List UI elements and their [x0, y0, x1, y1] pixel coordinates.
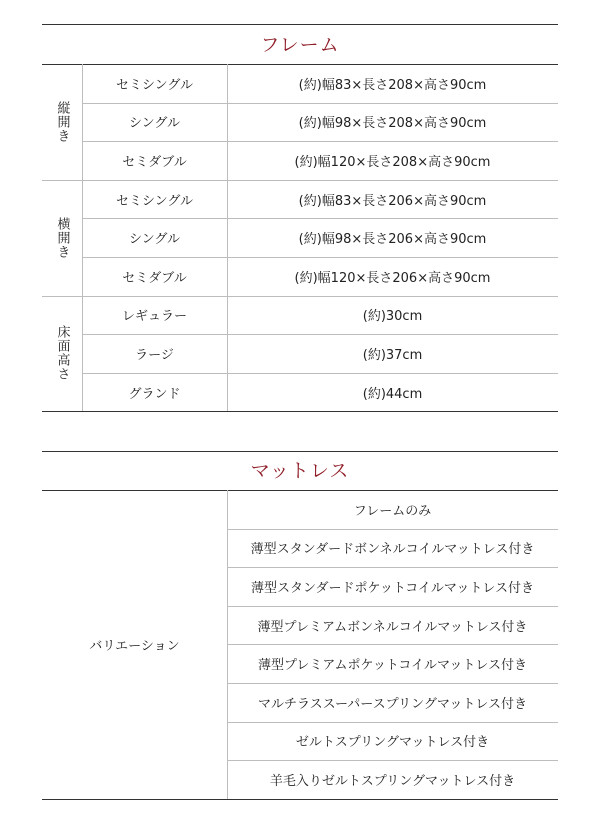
frame-group-label: [42, 296, 82, 412]
frame-size-name: シングル: [128, 116, 181, 132]
frame-size-name: セミシングル: [115, 77, 194, 93]
mattress-option: フレームのみ: [353, 503, 432, 519]
frame-group-label-text: 床面高さ: [54, 325, 70, 382]
mattress-option: 羊毛入りゼルトスプリングマットレス付き: [269, 773, 516, 789]
frame-group-label-text: 縦開き: [54, 100, 70, 143]
frame-size-value: (約)幅83×長さ206×高さ90cm: [298, 193, 487, 209]
mattress-top-rule: [42, 451, 558, 452]
frame-group-label: [42, 64, 82, 180]
mattress-bottom-rule: [42, 799, 558, 800]
frame-size-name: セミシングル: [115, 193, 194, 209]
frame-size-value: (約)幅120×長さ206×高さ90cm: [294, 270, 491, 286]
frame-size-name: レギュラー: [121, 309, 187, 325]
frame-title: フレーム: [260, 34, 340, 56]
frame-size-name: ラージ: [135, 347, 174, 363]
frame-group-label: [42, 180, 82, 296]
frame-size-name: グランド: [128, 386, 181, 402]
frame-size-name: シングル: [128, 232, 181, 248]
mattress-option: 薄型プレミアムポケットコイルマットレス付き: [257, 658, 528, 674]
frame-size-value: (約)44cm: [362, 386, 423, 402]
frame-size-value: (約)幅120×長さ208×高さ90cm: [294, 154, 491, 170]
mattress-option: 薄型スタンダードボンネルコイルマットレス付き: [250, 542, 535, 558]
frame-size-value: (約)幅98×長さ208×高さ90cm: [298, 116, 487, 132]
mattress-option: 薄型プレミアムボンネルコイルマットレス付き: [257, 619, 528, 635]
frame-size-value: (約)幅83×長さ208×高さ90cm: [298, 77, 487, 93]
variation-label: バリエーション: [89, 639, 180, 654]
mattress-option: ゼルトスプリングマットレス付き: [295, 735, 490, 751]
frame-bottom-rule: [42, 411, 558, 412]
frame-size-name: セミダブル: [122, 154, 187, 170]
mattress-title: マットレス: [250, 460, 350, 482]
mattress-option: マルチラススーパースプリングマットレス付き: [258, 696, 527, 712]
frame-size-name: セミダブル: [122, 270, 187, 286]
frame-top-rule: [42, 24, 558, 25]
frame-size-value: (約)30cm: [362, 309, 423, 325]
frame-size-value: (約)37cm: [362, 347, 423, 363]
mattress-option: 薄型スタンダードポケットコイルマットレス付き: [250, 580, 534, 596]
frame-size-value: (約)幅98×長さ206×高さ90cm: [298, 232, 487, 248]
frame-group-label-text: 横開き: [54, 216, 70, 259]
